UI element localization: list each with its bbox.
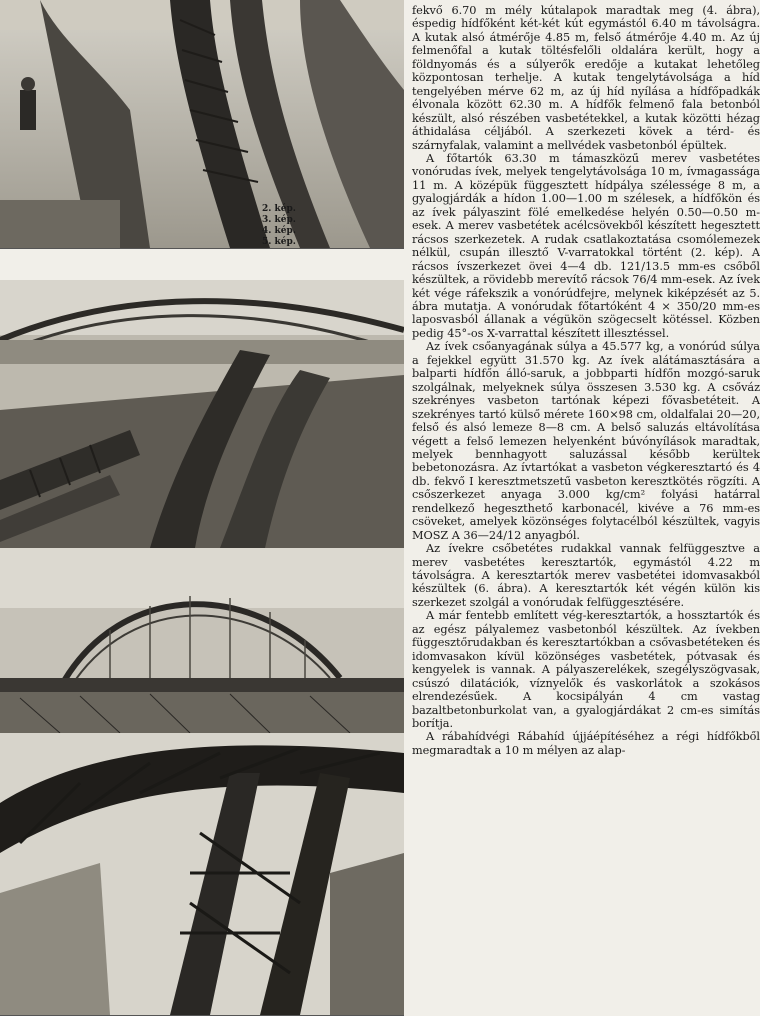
caption-2: 2. kép.	[262, 204, 296, 214]
article-text-column	[412, 4, 760, 757]
paragraph: A főtartók 63.30 m támaszközű merev vasbetétes vonórudas ívek, melyek tengelytávolsága 10 m, ívmagassága 11 m. A középük függesztett hídpálya szélessége 8 m, a gyalogjárdák a hídon 1.00—1.00 m szélesek, a hídfőkön és az ívek pályaszint fölé emelkedése helyén 0.50—0.50 m-esek. A merev vasbetétek acélcsövekből készített hegesztett rácsos szerkezetek. A rudak csatlakoztatása csomólemezek nélkül, csupán illesztő V-varratokkal történt (2. kép). A rácsos ívszerkezet övei 4—4 db. 121/13.5 mm-es csőből készültek, a rövidebb merevítő rácsok 76/4 mm-esek. Az ívek két vége ráfekszik a vonórúdfejre, melynek kiképzését az 5. ábra mutatja. A vonórudak főtartóként 4 × 350/20 mm-es laposvasból állanak a végükön szögecselt kötéssel. Közben pedig 45°-os X-varrattal készített illesztéssel.	[412, 151, 760, 340]
photo-captions	[262, 204, 296, 248]
paragraph: fekvő 6.70 m mély kútalapok maradtak meg (4. ábra), éspedig hídfőként két-két kút egymástól 6.40 m távolságra. A kutak alsó átmérője 4.85 m, felső átmérője 4.40 m. Az új felmenőfal a kutak töltésfelőli oldalára került, hogy a földnyomás és a súlyerők eredője a kutakat lehetőleg központosan terhelje. A kutak tengelytávolsága a híd tengelyében mérve 62 m, az új híd nyílása a hídfőpadkák élvonala között 62.30 m. A hídfők felmenő fala betonból készült, alsó részében vasbetétekkel, a kutak közötti hézag áthidalása céljából. A szerkezeti kövek a térd- és szárnyfalak, valamint a mellvédek vasbetonból épültek.	[412, 4, 760, 152]
paragraph: A rábahídvégi Rábahíd újjáépítéséhez a régi hídfőkből megmaradtak a 10 m mélyen az alap-	[412, 730, 760, 757]
caption-5: 5. kép.	[262, 237, 296, 247]
photo-arch-assembly	[0, 0, 404, 249]
photo-lattice-closeup	[0, 733, 404, 1016]
paragraph: Az ívek csőanyagának súlya a 45.577 kg, a vonórúd súlya a fejekkel együtt 31.570 kg. Az ívek alátámasztására a balparti hídfőn álló-saruk, a jobbparti hídfőn mozgó-saruk szolgálnak, melyeknek súlya összesen 3.530 kg. A csőváz szekrényes vasbeton tartónak képezi fővasbetéteit. A szekrényes tartó külső mérete 160×98 cm, oldalfalai 20—20, felső és alsó lemeze 8—8 cm. A belső saluzás eltávolítása végett a felső lemezen helyenként búvónyílások maradtak, melyek bennhagyott saluzással később kerültek bebetonozásra. Az ívtartókat a vasbeton végkeresztartó és 4 db. fekvő I keresztmetszetű vasbeton keresztkötés rögzíti. A csőszerkezet anyaga 3.000 kg/cm² folyási határral rendelkező hegeszthető karbonacél, kivéve a 76 mm-es csöveket, amelyek közönséges folytacélból készültek, vagyis MOSZ A 36—24/12 anyagból.	[412, 340, 760, 542]
photo-bridge-scaffolding	[0, 548, 404, 734]
caption-3: 3. kép.	[262, 215, 296, 225]
caption-4: 4. kép.	[262, 226, 296, 236]
paragraph: Az ívekre csőbetétes rudakkal vannak felfüggesztve a merev vasbetétes keresztartók, egymástól 4.22 m távolságra. A keresztartók merev vasbetétei idomvasakból készültek (6. ábra). A keresztartók két végén külön kis szerkezet szolgál a vonórudak felfüggesztésére.	[412, 542, 760, 609]
photo-arch-river-view	[0, 280, 404, 549]
paragraph: A már fentebb említett vég-keresztartók, a hossztartók és az egész pályalemez vasbetonból készültek. Az ívekben függesztőrudakban és keresztartókban a csővasbetéteken és idomvasakon kívül közönséges vasbetétek, pótvasak és kengyelek is vannak. A pályaszerelékek, szegélyszögvasak, csúszó dilatációk, víznyelők és vaskorlátok a szokásos elrendezésűek. A kocsipályán 4 cm vastag bazaltbetonburkolat van, a gyalogjárdákat 2 cm-es simítás borítja.	[412, 609, 760, 731]
